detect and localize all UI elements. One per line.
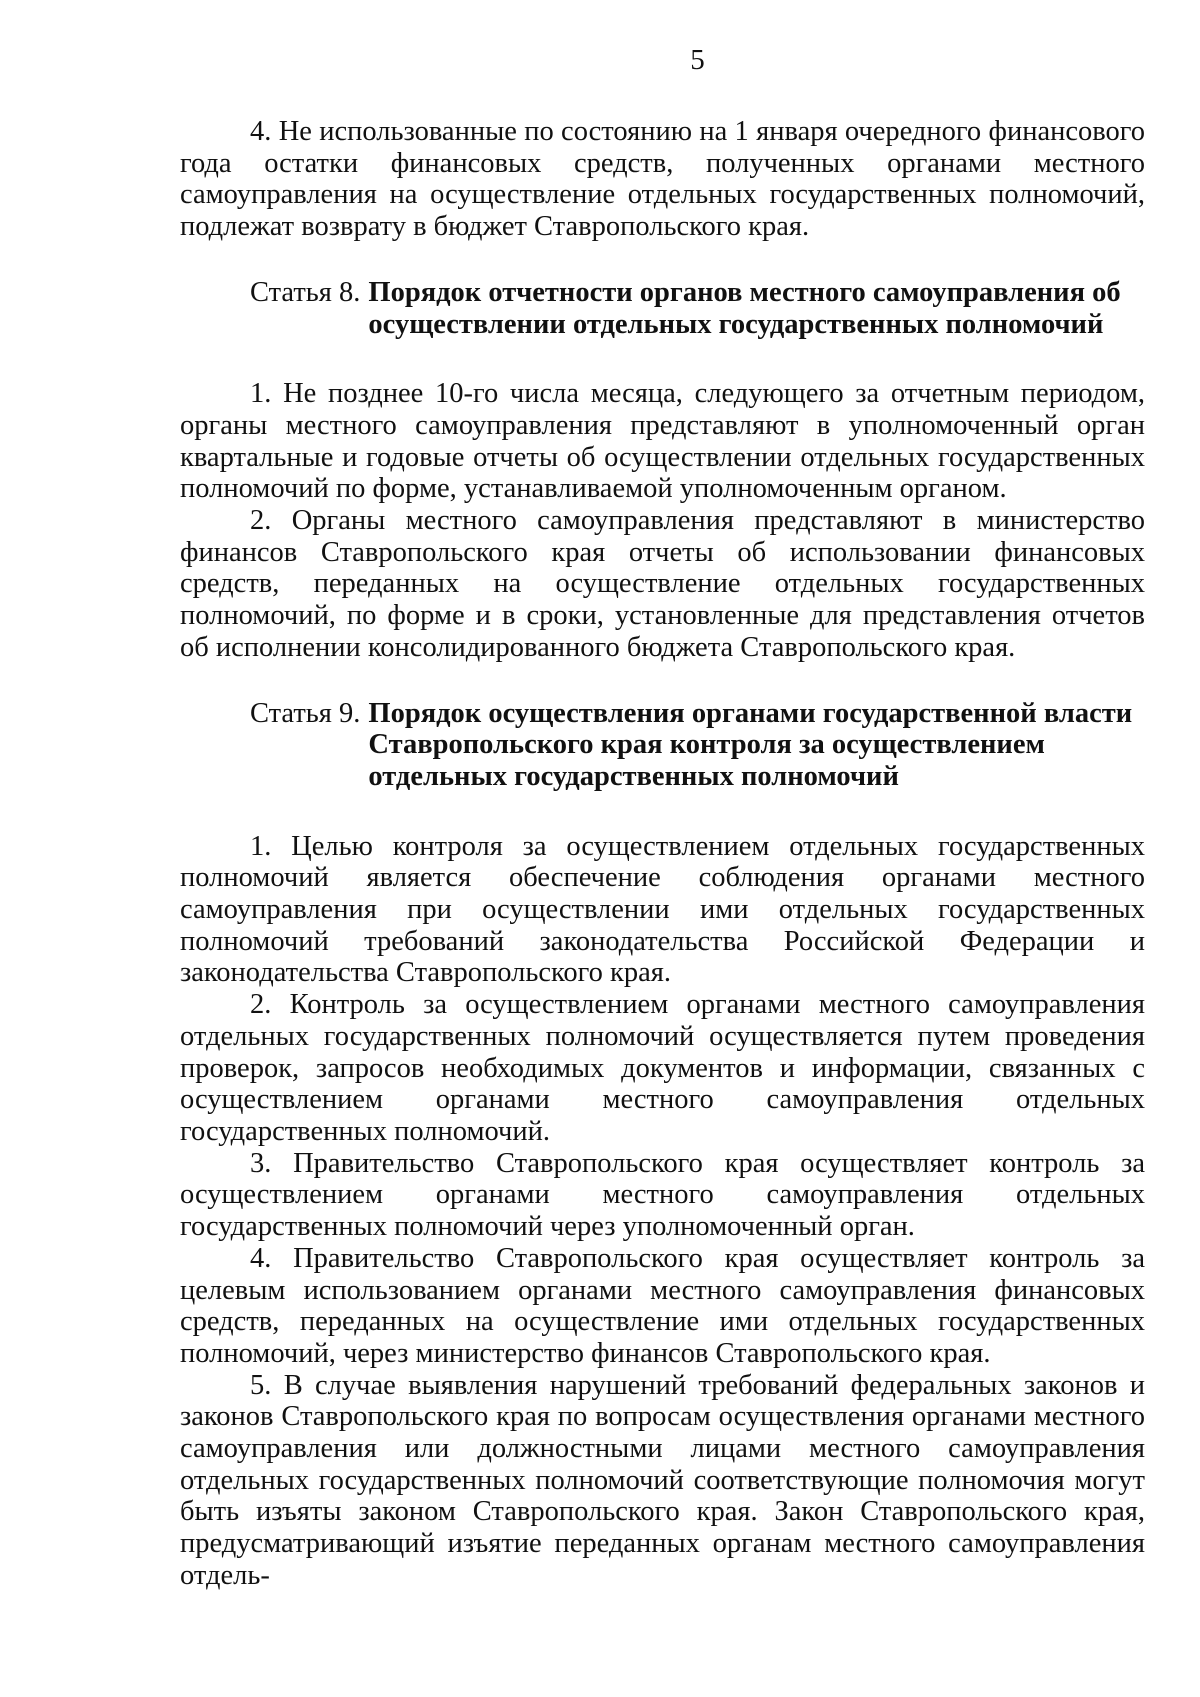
article-9-title: Порядок осуществления органами государственной власти Ставропольского края контроля за осуществлением отдельных государственных полномочий	[368, 697, 1133, 792]
article-9-paragraph-5: 5. В случае выявления нарушений требований федеральных законов и законов Ставропольского края по вопросам осуществления органами местного самоуправления или должностными лицами местного самоуправления отдельных государственных полномочий соответствующие полномочия могут быть изъяты законом Ставропольского края. Закон Ставропольского края, предусматривающий изъятие переданных органам местного самоуправления отдель-	[180, 1369, 1145, 1591]
page-number: 5	[690, 44, 705, 76]
article-9-paragraph-4: 4. Правительство Ставропольского края осуществляет контроль за целевым использованием органами местного самоуправления финансовых средств, переданных на осуществление ими отдельных государственных полномочий, через министерство финансов Ставропольского края.	[180, 1242, 1145, 1369]
article-9-paragraph-1: 1. Целью контроля за осуществлением отдельных государственных полномочий является обеспечение соблюдения органами местного самоуправления при осуществлении ими отдельных государственных полномочий требований законодательства Российской Федерации и законодательства Ставропольского края.	[180, 830, 1145, 989]
article-8-heading	[180, 277, 1145, 340]
document-page	[180, 40, 1145, 1592]
article-9-paragraph-3: 3. Правительство Ставропольского края осуществляет контроль за осуществлением органами местного самоуправления отдельных государственных полномочий через уполномоченный орган.	[180, 1147, 1145, 1243]
paragraph-4: 4. Не использованные по состоянию на 1 января очередного финансового года остатки финансовых средств, полученных органами местного самоуправления на осуществление отдельных государственных полномочий, подлежат возврату в бюджет Ставропольского края.	[180, 116, 1145, 243]
article-9-heading	[180, 698, 1145, 793]
article-9-paragraph-2: 2. Контроль за осуществлением органами местного самоуправления отдельных государственных полномочий осуществляется путем проведения проверок, запросов необходимых документов и информации, связанных с осуществлением органами местного самоуправления отдельных государственных полномочий.	[180, 989, 1145, 1147]
article-8-paragraph-1: 1. Не позднее 10-го числа месяца, следующего за отчетным периодом, органы местного самоуправления представляют в уполномоченный орган квартальные и годовые отчеты об осуществлении отдельных государственных полномочий по форме, устанавливаемой уполномоченным органом.	[180, 378, 1145, 505]
article-8-label: Статья 8.	[250, 276, 361, 308]
article-8-title: Порядок отчетности органов местного самоуправления об осуществлении отдельных государственных полномочий	[368, 276, 1121, 340]
article-8-paragraph-2: 2. Органы местного самоуправления представляют в министерство финансов Ставропольского края отчеты об использовании финансовых средств, переданных на осуществление отдельных государственных полномочий, по форме и в сроки, установленные для представления отчетов об исполнении консолидированного бюджета Ставропольского края.	[180, 505, 1145, 663]
article-9-label: Статья 9.	[250, 697, 361, 729]
